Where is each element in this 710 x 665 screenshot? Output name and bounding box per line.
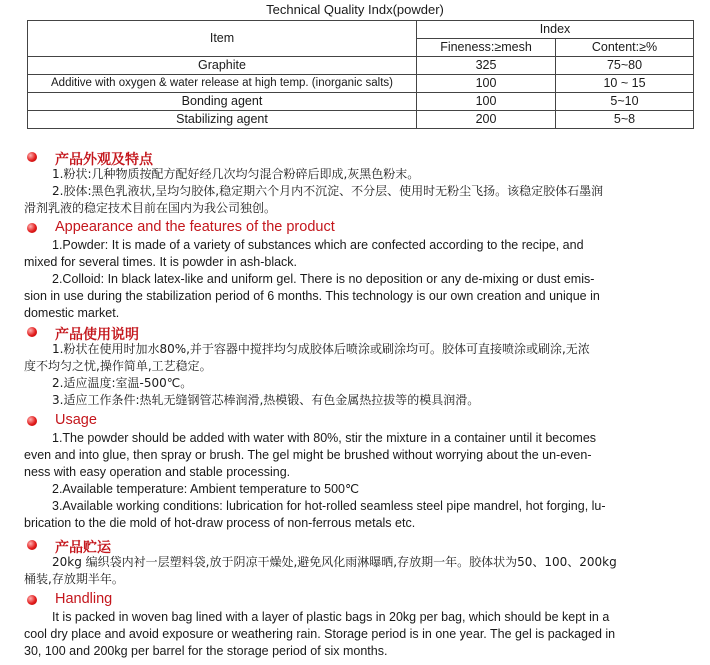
paragraph: 桶装,存放期半年。: [24, 572, 124, 586]
content-cell: 10 ~ 15: [556, 75, 694, 93]
paragraph: 2.适应温度:室温-500℃。: [52, 376, 193, 390]
table-row: [28, 93, 694, 111]
index-header: Index: [417, 21, 694, 39]
bullet-icon: [27, 327, 37, 337]
bullet-icon: [27, 152, 37, 162]
bullet-icon: [27, 540, 37, 550]
section-heading: 产品外观及特点: [55, 152, 153, 168]
paragraph: mixed for several times. It is powder in ash-black.: [24, 255, 298, 269]
paragraph: 2.胶体:黑色乳液状,呈均匀胶体,稳定期六个月内不沉淀、不分层、使用时无粉尘飞扬。该稳定胶体石墨润: [52, 184, 604, 198]
bullet-icon: [27, 223, 37, 233]
quality-index-table: [27, 20, 694, 129]
item-cell: Bonding agent: [28, 93, 417, 111]
paragraph: domestic market.: [24, 306, 120, 320]
paragraph: 20kg 编织袋内衬一层塑料袋,放于阴凉干燥处,避免风化雨淋曝晒,存放期一年。胶体状为50、100、200kg: [52, 555, 617, 569]
table-row: [28, 57, 694, 75]
paragraph: even and into glue, then spray or brush. The gel might be brushed without worrying about the un-even-: [24, 448, 592, 462]
fineness-cell: 325: [417, 57, 556, 75]
paragraph: sion in use during the stabilization period of 6 months. This technology is our own creation and unique in: [24, 289, 600, 303]
bullet-icon: [27, 595, 37, 605]
paragraph: ness with easy operation and stable processing.: [24, 465, 291, 479]
item-cell: Graphite: [28, 57, 417, 75]
section-heading: Usage: [55, 412, 97, 428]
section-heading: Appearance and the features of the product: [55, 219, 335, 235]
item-cell: Additive with oxygen & water release at high temp. (inorganic salts): [28, 75, 417, 93]
paragraph: 2.Available temperature: Ambient temperature to 500℃: [52, 482, 360, 496]
section-usage-en: [0, 413, 710, 532]
fineness-cell: 100: [417, 93, 556, 111]
paragraph: 1.粉状在使用时加水80%,并于容器中搅拌均匀成胶体后喷涂或刷涂均可。胶体可直接喷涂或刷涂,无浓: [52, 342, 590, 356]
paragraph: 度不均匀之忧,操作简单,工艺稳定。: [24, 359, 212, 373]
fineness-cell: 200: [417, 111, 556, 129]
fineness-header: Fineness:≥mesh: [417, 39, 556, 57]
paragraph: 1.The powder should be added with water with 80%, stir the mixture in a container until it becomes: [52, 431, 597, 445]
section-heading: 产品使用说明: [55, 327, 139, 343]
table-row: [28, 111, 694, 129]
section-appearance-en: [0, 220, 710, 322]
paragraph: 3.适应工作条件:热轧无缝钢管芯棒润滑,热模锻、有色金属热拉拔等的模具润滑。: [52, 393, 480, 407]
content-header: Content:≥%: [556, 39, 694, 57]
section-appearance-cn: [0, 149, 710, 217]
item-cell: Stabilizing agent: [28, 111, 417, 129]
section-storage-cn: [0, 537, 710, 588]
content-cell: 75~80: [556, 57, 694, 75]
paragraph: cool dry place and avoid exposure or weathering rain. Storage period is in one year. The gel is packaged in: [24, 627, 616, 641]
section-heading: 产品贮运: [55, 540, 111, 556]
section-handling-en: [0, 592, 710, 660]
bullet-icon: [27, 416, 37, 426]
item-header: Item: [28, 21, 417, 57]
paragraph: 1.粉状:几种物质按配方配好经几次均匀混合粉碎后即成,灰黑色粉末。: [52, 167, 420, 181]
paragraph: It is packed in woven bag lined with a layer of plastic bags in 20kg per bag, which should be kept in a: [52, 610, 610, 624]
section-heading: Handling: [55, 591, 113, 607]
paragraph: brication to the die mold of hot-draw process of non-ferrous metals etc.: [24, 516, 416, 530]
paragraph: 3.Available working conditions: lubrication for hot-rolled seamless steel pipe mandrel, hot forging, lu-: [52, 499, 606, 513]
content-cell: 5~10: [556, 93, 694, 111]
table-row: [28, 75, 694, 93]
section-usage-cn: [0, 324, 710, 409]
fineness-cell: 100: [417, 75, 556, 93]
paragraph: 2.Colloid: In black latex-like and uniform gel. There is no deposition or any de-mixing or dust emis-: [52, 272, 595, 286]
table-title: Technical Quality Indx(powder): [266, 2, 444, 17]
paragraph: 滑剂乳液的稳定技术目前在国内为我公司独创。: [24, 201, 277, 215]
paragraph: 1.Powder: It is made of a variety of substances which are confected according to the recipe, and: [52, 238, 584, 252]
paragraph: 30, 100 and 200kg per barrel for the storage period of six months.: [24, 644, 388, 658]
content-cell: 5~8: [556, 111, 694, 129]
